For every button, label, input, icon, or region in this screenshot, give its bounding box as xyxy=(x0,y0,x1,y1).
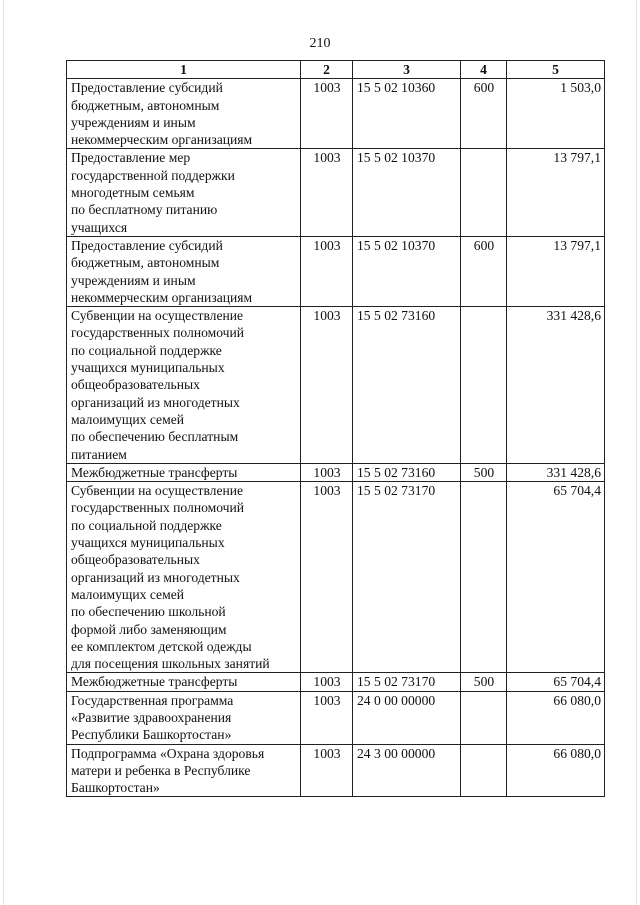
budget-table xyxy=(66,60,605,797)
column-header-expense-type: 4 xyxy=(461,61,507,79)
table-row xyxy=(67,673,605,691)
table-row xyxy=(67,307,605,464)
column-header-name: 1 xyxy=(67,61,301,79)
row-section: 1003 xyxy=(301,307,353,464)
row-target-code: 24 3 00 00000 xyxy=(353,744,461,797)
row-section: 1003 xyxy=(301,149,353,236)
row-amount: 331 428,6 xyxy=(507,307,605,464)
row-expense-type xyxy=(461,482,507,673)
row-target-code: 15 5 02 73170 xyxy=(353,482,461,673)
column-header-target-code: 3 xyxy=(353,61,461,79)
row-target-code: 15 5 02 73160 xyxy=(353,463,461,481)
row-name: Подпрограмма «Охрана здоровья матери и ребенка в Республике Башкортостан» xyxy=(67,744,301,797)
row-amount: 13 797,1 xyxy=(507,236,605,306)
row-target-code: 15 5 02 10360 xyxy=(353,79,461,149)
row-name: Субвенции на осуществление государственных полномочий по социальной поддержке учащихся муниципальных общеобразовательных организаций из многодетных малоимущих семей по обеспечению бесплатным питанием xyxy=(67,307,301,464)
row-expense-type: 500 xyxy=(461,463,507,481)
row-name: Межбюджетные трансферты xyxy=(67,463,301,481)
row-expense-type: 500 xyxy=(461,673,507,691)
row-name: Межбюджетные трансферты xyxy=(67,673,301,691)
row-section: 1003 xyxy=(301,673,353,691)
row-name: Предоставление субсидий бюджетным, автономным учреждениям и иным некоммерческим организациям xyxy=(67,236,301,306)
table-row xyxy=(67,691,605,744)
row-amount: 66 080,0 xyxy=(507,691,605,744)
row-expense-type xyxy=(461,691,507,744)
table-row xyxy=(67,149,605,236)
scan-edge-left xyxy=(3,0,4,905)
row-expense-type xyxy=(461,149,507,236)
row-amount: 1 503,0 xyxy=(507,79,605,149)
row-target-code: 15 5 02 73160 xyxy=(353,307,461,464)
row-expense-type: 600 xyxy=(461,236,507,306)
row-amount: 331 428,6 xyxy=(507,463,605,481)
row-name: Предоставление мер государственной поддержки многодетным семьям по бесплатному питанию учащихся xyxy=(67,149,301,236)
row-amount: 66 080,0 xyxy=(507,744,605,797)
row-expense-type: 600 xyxy=(461,79,507,149)
row-section: 1003 xyxy=(301,463,353,481)
row-section: 1003 xyxy=(301,691,353,744)
row-section: 1003 xyxy=(301,744,353,797)
row-target-code: 15 5 02 73170 xyxy=(353,673,461,691)
row-amount: 65 704,4 xyxy=(507,482,605,673)
row-amount: 13 797,1 xyxy=(507,149,605,236)
row-name: Предоставление субсидий бюджетным, автономным учреждениям и иным некоммерческим организациям xyxy=(67,79,301,149)
column-header-section: 2 xyxy=(301,61,353,79)
scan-edge-right xyxy=(636,0,637,905)
row-name: Субвенции на осуществление государственных полномочий по социальной поддержке учащихся муниципальных общеобразовательных организаций из многодетных малоимущих семей по обеспечению школьной формой либо заменяющим ее комплектом детской одежды для посещения школьных занятий xyxy=(67,482,301,673)
row-target-code: 24 0 00 00000 xyxy=(353,691,461,744)
row-section: 1003 xyxy=(301,79,353,149)
row-target-code: 15 5 02 10370 xyxy=(353,236,461,306)
row-amount: 65 704,4 xyxy=(507,673,605,691)
row-section: 1003 xyxy=(301,236,353,306)
table-row xyxy=(67,236,605,306)
table-row xyxy=(67,79,605,149)
row-name: Государственная программа «Развитие здравоохранения Республики Башкортостан» xyxy=(67,691,301,744)
column-header-amount: 5 xyxy=(507,61,605,79)
row-expense-type xyxy=(461,744,507,797)
table-row xyxy=(67,482,605,673)
table-header-row xyxy=(67,61,605,79)
table-row xyxy=(67,744,605,797)
row-section: 1003 xyxy=(301,482,353,673)
row-target-code: 15 5 02 10370 xyxy=(353,149,461,236)
table-row xyxy=(67,463,605,481)
row-expense-type xyxy=(461,307,507,464)
page-number: 210 xyxy=(309,36,331,51)
